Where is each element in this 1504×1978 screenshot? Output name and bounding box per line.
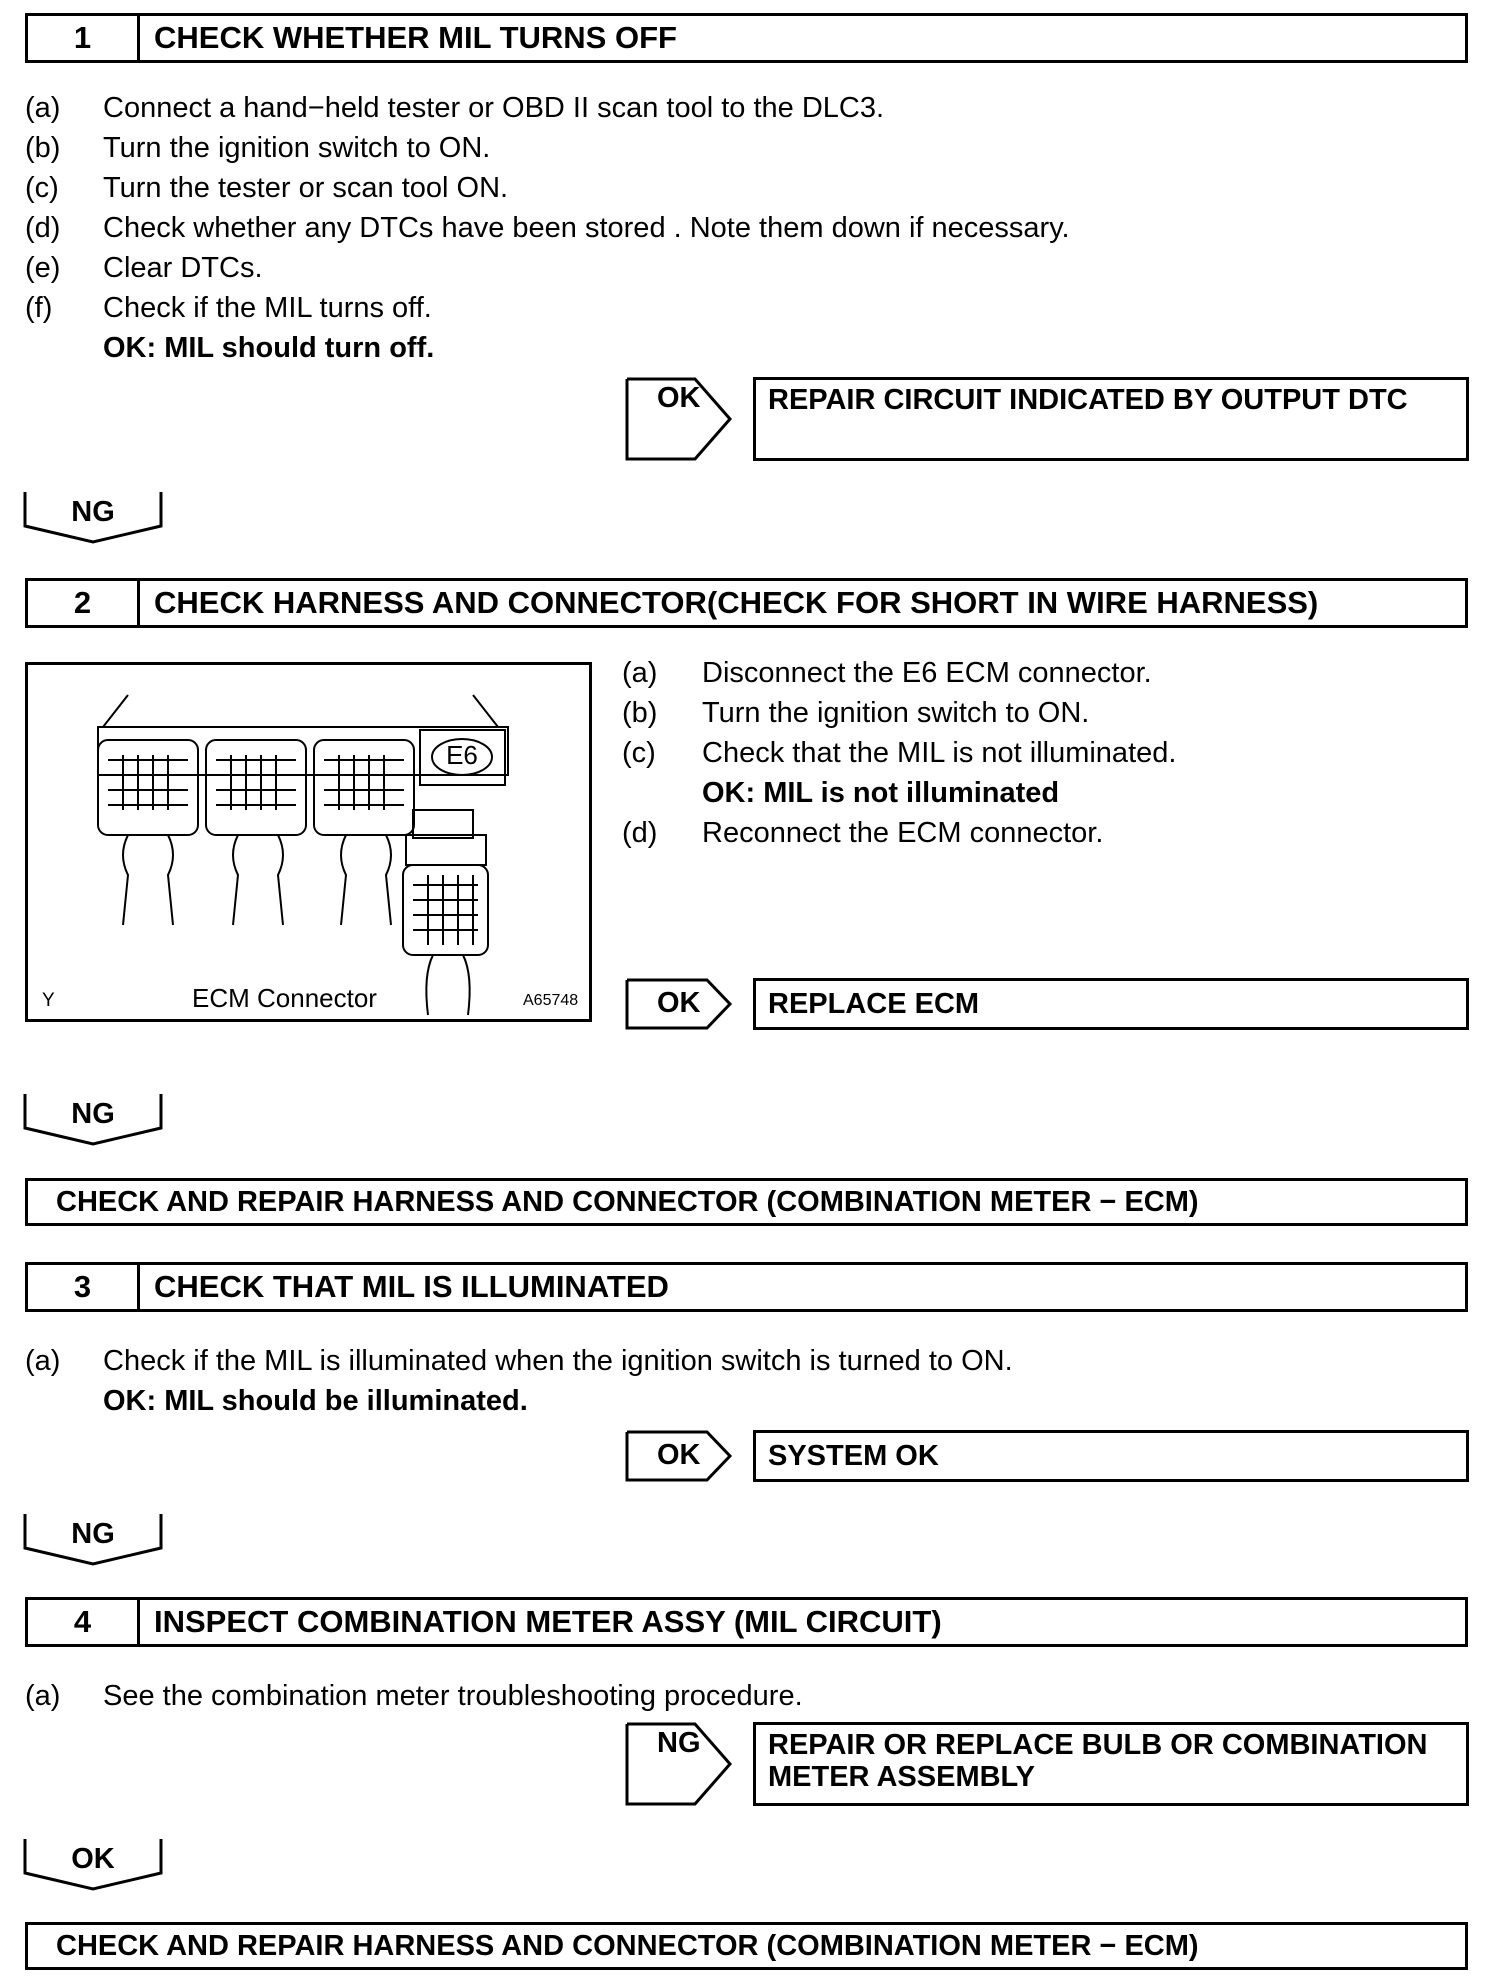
step-title: CHECK HARNESS AND CONNECTOR(CHECK FOR SHORT IN WIRE HARNESS): [154, 585, 1319, 620]
ecm-connector-figure: [25, 662, 592, 1022]
item-label: (c): [25, 172, 59, 204]
arrow-label: OK: [657, 1439, 701, 1471]
step-1-header: [25, 13, 1468, 63]
tab-label: OK: [71, 1843, 115, 1875]
corner-label: Y: [42, 990, 55, 1011]
tab-label: NG: [71, 496, 115, 528]
step-title: INSPECT COMBINATION METER ASSY (MIL CIRCUIT): [154, 1604, 942, 1639]
ecm-connector-illustration: [28, 665, 589, 1019]
step-number: 1: [28, 16, 140, 60]
step-number: 3: [28, 1265, 140, 1309]
item-label: (d): [622, 817, 658, 849]
step-2-header: [25, 578, 1468, 628]
item-text: Turn the ignition switch to ON.: [103, 132, 491, 164]
item-text: Disconnect the E6 ECM connector.: [702, 657, 1152, 689]
result-ok: [625, 1430, 1470, 1482]
item-label: (b): [622, 697, 658, 729]
ng-tab: [23, 490, 163, 545]
item-text: Check if the MIL is illuminated when the ignition switch is turned to ON.: [103, 1345, 1013, 1377]
figure-caption: ECM Connector: [192, 983, 377, 1013]
item-label: (c): [622, 737, 656, 769]
item-text: Reconnect the ECM connector.: [702, 817, 1104, 849]
item-label: (d): [25, 212, 61, 244]
item-label: (a): [25, 92, 61, 124]
item-label: (a): [25, 1345, 61, 1377]
followup-box: CHECK AND REPAIR HARNESS AND CONNECTOR (COMBINATION METER − ECM): [25, 1178, 1468, 1226]
result-ng: [625, 1722, 1470, 1806]
step-4-header: [25, 1597, 1468, 1647]
step-number: 4: [28, 1600, 140, 1644]
action-line-2: METER ASSEMBLY: [768, 1761, 1035, 1793]
ng-tab: [23, 1512, 163, 1567]
action-box: [753, 1722, 1469, 1806]
item-text: Check whether any DTCs have been stored . Note them down if necessary.: [103, 212, 1070, 244]
arrow-label: NG: [657, 1727, 701, 1759]
tab-label: NG: [71, 1518, 115, 1550]
ok-tab: [23, 1837, 163, 1892]
action-box: SYSTEM OK: [753, 1430, 1469, 1482]
item-label: (a): [622, 657, 658, 689]
item-label: (b): [25, 132, 61, 164]
item-text: Clear DTCs.: [103, 252, 263, 284]
ok-criteria: OK: MIL should turn off.: [103, 332, 435, 364]
tag-e6-label: E6: [446, 740, 478, 770]
result-ok: [625, 978, 1470, 1030]
item-text: See the combination meter troubleshooting procedure.: [103, 1680, 803, 1712]
item-text: Check if the MIL turns off.: [103, 292, 432, 324]
item-label: (e): [25, 252, 61, 284]
ok-criteria: OK: MIL should be illuminated.: [103, 1385, 528, 1417]
step-3-header: [25, 1262, 1468, 1312]
result-ok: [625, 377, 1470, 461]
tab-label: NG: [71, 1098, 115, 1130]
action-line-1: REPAIR OR REPLACE BULB OR COMBINATION: [768, 1729, 1428, 1761]
arrow-label: OK: [657, 382, 701, 414]
figure-id: A65748: [523, 992, 579, 1009]
action-box: REPAIR CIRCUIT INDICATED BY OUTPUT DTC: [753, 377, 1469, 461]
item-text: Turn the tester or scan tool ON.: [103, 172, 509, 204]
arrow-label: OK: [657, 987, 701, 1019]
action-box: REPLACE ECM: [753, 978, 1469, 1030]
followup-box: CHECK AND REPAIR HARNESS AND CONNECTOR (COMBINATION METER − ECM): [25, 1922, 1468, 1970]
ok-criteria: OK: MIL is not illuminated: [702, 777, 1060, 809]
step-title: CHECK THAT MIL IS ILLUMINATED: [154, 1269, 669, 1304]
item-label: (f): [25, 292, 53, 324]
item-text: Check that the MIL is not illuminated.: [702, 737, 1177, 769]
ng-tab: [23, 1092, 163, 1147]
item-text: Turn the ignition switch to ON.: [702, 697, 1090, 729]
item-label: (a): [25, 1680, 61, 1712]
step-title: CHECK WHETHER MIL TURNS OFF: [154, 20, 677, 55]
step-number: 2: [28, 581, 140, 625]
item-text: Connect a hand−held tester or OBD II scan tool to the DLC3.: [103, 92, 885, 124]
